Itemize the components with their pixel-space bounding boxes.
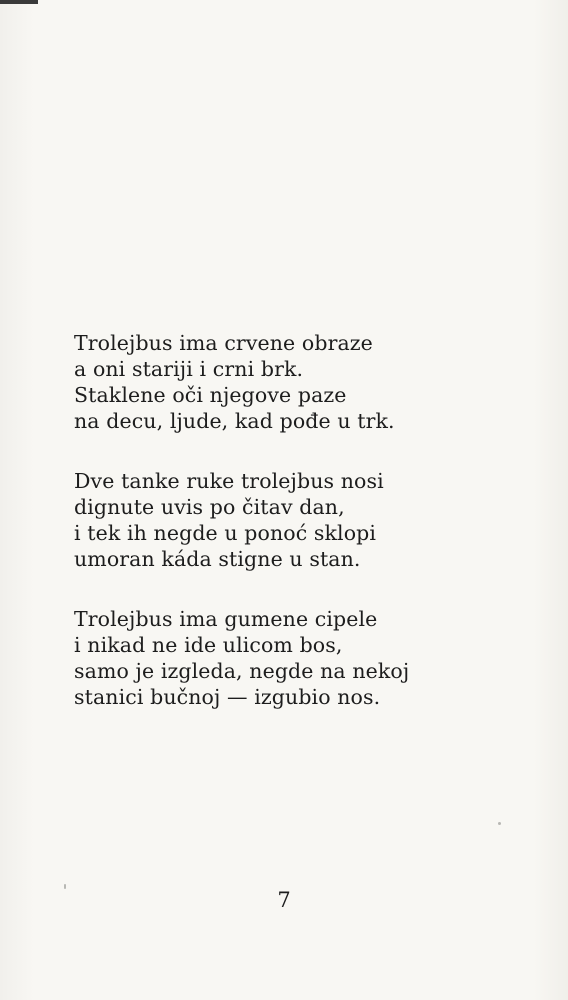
poem-line: samo je izgleda, negde na nekoj — [74, 659, 410, 683]
poem-line: Staklene oči njegove paze — [74, 383, 347, 407]
poem-line: Dve tanke ruke trolejbus nosi — [74, 469, 384, 493]
stanza — [74, 606, 514, 710]
poem — [74, 330, 514, 744]
poem-line: stanici bučnoj — izgubio nos. — [74, 685, 381, 709]
dust-speck — [498, 822, 501, 825]
poem-line: i nikad ne ide ulicom bos, — [74, 633, 343, 657]
poem-line: Trolejbus ima gumene cipele — [74, 607, 378, 631]
poem-line: na decu, ljude, kad pođe u trk. — [74, 409, 395, 433]
stanza — [74, 468, 514, 572]
poem-line: Trolejbus ima crvene obraze — [74, 331, 373, 355]
stanza — [74, 330, 514, 434]
scan-corner-mark — [0, 0, 38, 4]
poem-line: a oni stariji i crni brk. — [74, 357, 304, 381]
poem-line: umoran káda stigne u stan. — [74, 547, 361, 571]
poem-line: i tek ih negde u ponoć sklopi — [74, 521, 377, 545]
poem-line: dignute uvis po čitav dan, — [74, 495, 345, 519]
dust-speck — [64, 884, 66, 889]
page-number: 7 — [277, 888, 291, 912]
